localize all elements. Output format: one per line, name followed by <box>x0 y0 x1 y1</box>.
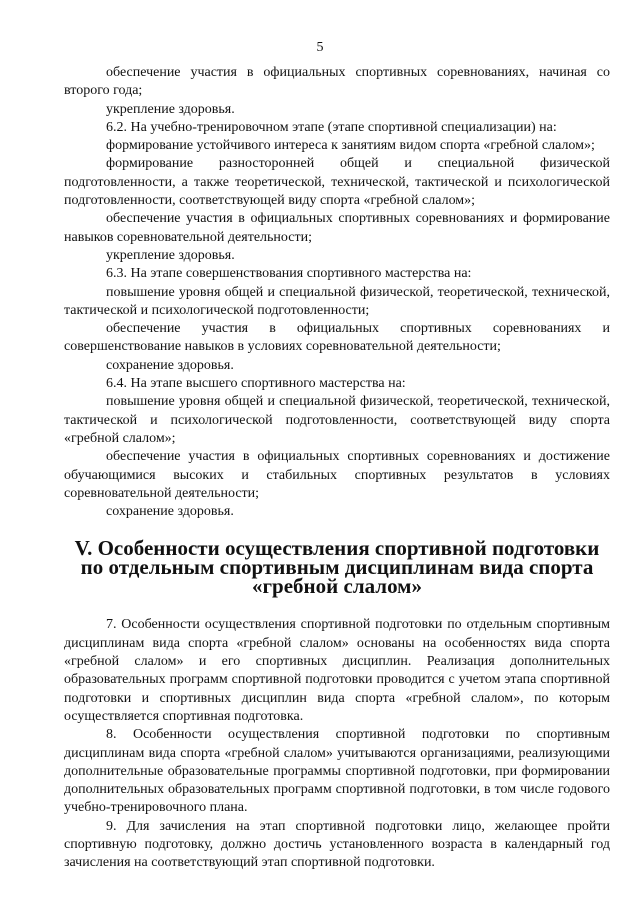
paragraph: 6.4. На этапе высшего спортивного мастерства на: <box>106 376 406 392</box>
section-heading-line-1: V. Особенности осуществления спортивной подготовки <box>74 536 600 561</box>
paragraph: сохранение здоровья. <box>106 504 234 520</box>
paragraph: сохранение здоровья. <box>106 357 234 373</box>
section-heading-line-2: по отдельным спортивным дисциплинам вида спорта «гребной слалом» <box>80 555 594 599</box>
paragraph: 9. Для зачисления на этап спортивной подготовки лицо, желающее пройти спортивную подготовку, должно достичь установленного возраста в календарный год зачисления на соответствующий этап спортивной подготовки. <box>64 818 610 871</box>
paragraph: 7. Особенности осуществления спортивной подготовки по отдельным спортивным дисциплинам вида спорта «гребной слалом» основаны на особенностях вида спорта «гребной слалом» и его спортивных дисциплин. Реализация дополнительных образовательных программ спортивной подготовки проводится с учетом этапа спортивной подготовки и спортивных дисциплин вида спорта «гребной слалом», по которым осуществляется спортивная подготовка. <box>64 617 610 724</box>
section-v-body <box>64 616 610 872</box>
paragraph: формирование разносторонней общей и специальной физической подготовленности, а также теоретической, технической, тактической и психологической подготовленности, соответствующей виду спорта «гребной слалом»; <box>64 156 610 209</box>
goals-list <box>64 64 610 521</box>
paragraph: обеспечение участия в официальных спортивных соревнованиях и совершенствование навыков в условиях соревновательной деятельности; <box>64 321 610 355</box>
document-body <box>64 64 610 873</box>
section-heading <box>64 536 610 599</box>
paragraph: повышение уровня общей и специальной физической, теоретической, технической, тактической и психологической подготовленности; <box>64 284 610 318</box>
paragraph: формирование устойчивого интереса к занятиям видом спорта «гребной слалом»; <box>106 138 595 154</box>
paragraph: обеспечение участия в официальных спортивных соревнованиях и достижение обучающимися высоких и стабильных спортивных результатов в условиях соревновательной деятельности; <box>64 449 610 501</box>
paragraph: обеспечение участия в официальных спортивных соревнованиях и формирование навыков соревновательной деятельности; <box>64 211 610 245</box>
paragraph: 8. Особенности осуществления спортивной подготовки по спортивным дисциплинам вида спорта «гребной слалом» учитываются организациями, реализующими дополнительные образовательные программы спортивной подготовки, при формировании дополнительных образовательных программ спортивной подготовки, в том числе годового учебно-тренировочного плана. <box>64 727 610 816</box>
paragraph: 6.2. На учебно-тренировочном этапе (этапе спортивной специализации) на: <box>106 119 557 135</box>
paragraph: укрепление здоровья. <box>106 247 235 263</box>
paragraph: обеспечение участия в официальных спортивных соревнованиях, начиная со второго года; <box>64 65 610 99</box>
paragraph: 6.3. На этапе совершенствования спортивного мастерства на: <box>106 266 472 282</box>
page-number: 5 <box>316 40 324 55</box>
paragraph: укрепление здоровья. <box>106 101 235 117</box>
paragraph: повышение уровня общей и специальной физической, теоретической, технической, тактической и психологической подготовленности, соответствующей виду спорта «гребной слалом»; <box>64 394 610 446</box>
